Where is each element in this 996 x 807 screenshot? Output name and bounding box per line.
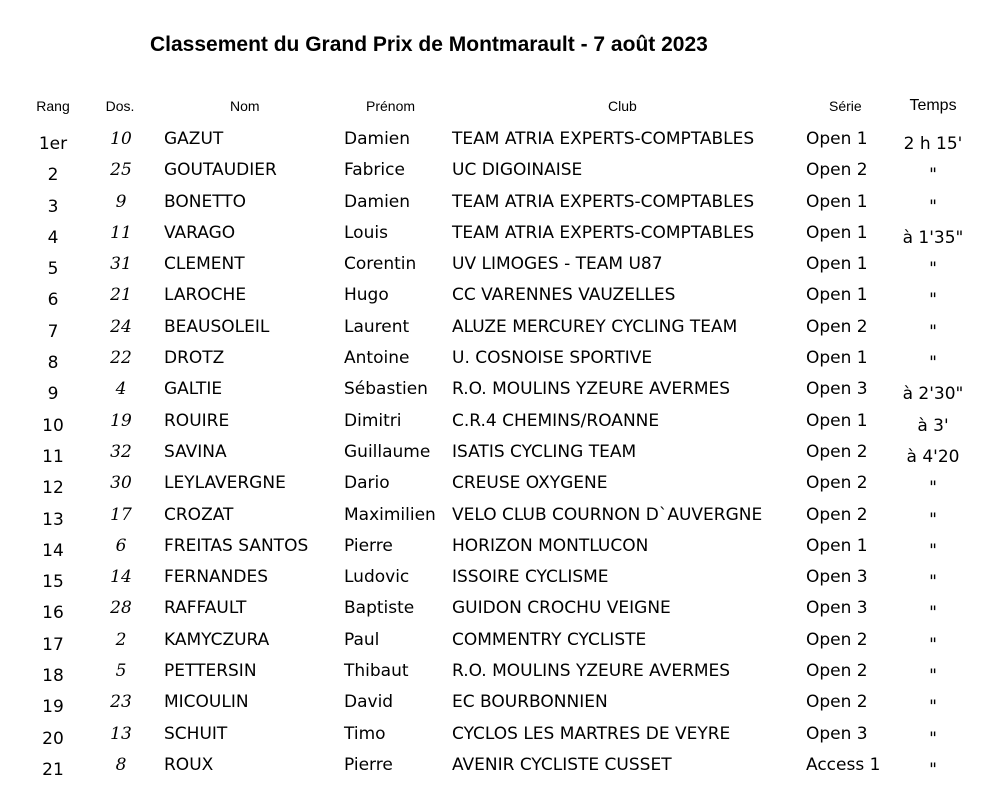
page-title: Classement du Grand Prix de Montmarault - 7 août 2023 bbox=[150, 33, 708, 56]
table-row bbox=[0, 221, 996, 252]
cell-rang: 11 bbox=[42, 446, 64, 467]
cell-serie: Open 1 bbox=[806, 191, 868, 212]
cell-club: CREUSE OXYGENE bbox=[452, 473, 608, 494]
cell-dos: 6 bbox=[115, 535, 127, 556]
cell-club: UC DIGOINAISE bbox=[452, 160, 583, 181]
table-row bbox=[0, 409, 996, 440]
cell-temps: " bbox=[929, 290, 937, 311]
cell-prenom: Baptiste bbox=[344, 598, 415, 619]
cell-rang: 18 bbox=[42, 666, 64, 687]
cell-rang: 13 bbox=[42, 509, 64, 530]
cell-dos: 23 bbox=[110, 692, 132, 713]
cell-temps: " bbox=[929, 666, 937, 687]
cell-dos: 2 bbox=[115, 629, 127, 650]
cell-prenom: Louis bbox=[344, 222, 388, 243]
cell-rang: 12 bbox=[42, 478, 64, 499]
cell-prenom: Pierre bbox=[344, 535, 393, 556]
cell-prenom: Corentin bbox=[344, 254, 417, 275]
cell-club: EC BOURBONNIEN bbox=[452, 692, 608, 713]
cell-serie: Open 2 bbox=[806, 316, 868, 337]
cell-prenom: David bbox=[344, 692, 394, 713]
cell-prenom: Paul bbox=[344, 629, 380, 650]
cell-dos: 30 bbox=[110, 473, 132, 494]
table-row bbox=[0, 659, 996, 690]
cell-serie: Open 1 bbox=[806, 348, 868, 369]
cell-club: R.O. MOULINS YZEURE AVERMES bbox=[452, 379, 731, 400]
cell-club: GUIDON CROCHU VEIGNE bbox=[452, 598, 671, 619]
cell-nom: LAROCHE bbox=[164, 285, 247, 306]
cell-nom: FREITAS SANTOS bbox=[164, 535, 309, 556]
results-table bbox=[0, 127, 996, 784]
cell-club: VELO CLUB COURNON D`AUVERGNE bbox=[452, 504, 763, 525]
cell-nom: ROUIRE bbox=[164, 410, 230, 431]
cell-temps: " bbox=[929, 603, 937, 624]
cell-rang: 10 bbox=[42, 415, 64, 436]
table-header bbox=[0, 98, 996, 118]
cell-prenom: Dimitri bbox=[344, 410, 402, 431]
cell-club: TEAM ATRIA EXPERTS-COMPTABLES bbox=[452, 222, 755, 243]
cell-temps: " bbox=[929, 759, 937, 780]
cell-rang: 6 bbox=[47, 290, 59, 311]
cell-dos: 25 bbox=[110, 160, 132, 181]
cell-serie: Open 1 bbox=[806, 254, 868, 275]
cell-dos: 9 bbox=[115, 191, 127, 212]
cell-rang: 8 bbox=[47, 353, 59, 374]
cell-serie: Open 3 bbox=[806, 723, 868, 744]
cell-club: TEAM ATRIA EXPERTS-COMPTABLES bbox=[452, 129, 755, 149]
table-row bbox=[0, 596, 996, 627]
table-row bbox=[0, 315, 996, 346]
header-serie: Série bbox=[829, 98, 862, 114]
cell-rang: 16 bbox=[42, 603, 64, 624]
cell-dos: 22 bbox=[110, 348, 132, 369]
cell-club: R.O. MOULINS YZEURE AVERMES bbox=[452, 661, 731, 682]
cell-dos: 19 bbox=[110, 410, 132, 431]
table-row bbox=[0, 440, 996, 471]
header-temps: Temps bbox=[909, 97, 957, 114]
cell-rang: 17 bbox=[42, 634, 64, 655]
header-nom: Nom bbox=[230, 98, 260, 114]
cell-temps: " bbox=[929, 353, 937, 374]
cell-rang: 7 bbox=[47, 321, 59, 342]
cell-rang: 20 bbox=[42, 728, 64, 749]
cell-nom: BONETTO bbox=[164, 191, 247, 212]
header-club: Club bbox=[608, 98, 637, 114]
table-row bbox=[0, 722, 996, 753]
cell-nom: BEAUSOLEIL bbox=[164, 316, 270, 337]
cell-nom: GALTIE bbox=[164, 379, 223, 400]
cell-nom: PETTERSIN bbox=[164, 661, 257, 682]
cell-prenom: Pierre bbox=[344, 754, 393, 775]
cell-temps: " bbox=[929, 165, 937, 186]
cell-rang: 4 bbox=[47, 227, 59, 248]
header-prenom: Prénom bbox=[366, 98, 416, 114]
cell-club: ISATIS CYCLING TEAM bbox=[452, 441, 637, 462]
cell-prenom: Sébastien bbox=[344, 379, 428, 400]
cell-rang: 5 bbox=[47, 259, 59, 280]
cell-temps: à 3' bbox=[917, 415, 949, 436]
cell-dos: 8 bbox=[115, 754, 127, 775]
cell-prenom: Dario bbox=[344, 473, 390, 494]
cell-temps: " bbox=[929, 196, 937, 217]
cell-nom: MICOULIN bbox=[164, 692, 249, 713]
cell-rang: 1er bbox=[38, 134, 68, 154]
table-row bbox=[0, 190, 996, 221]
cell-prenom: Ludovic bbox=[344, 567, 410, 588]
cell-serie: Open 2 bbox=[806, 661, 868, 682]
cell-dos: 32 bbox=[110, 441, 132, 462]
cell-serie: Open 3 bbox=[806, 379, 868, 400]
cell-temps: " bbox=[929, 321, 937, 342]
cell-serie: Open 1 bbox=[806, 285, 868, 306]
header-rang: Rang bbox=[36, 98, 70, 114]
cell-club: CYCLOS LES MARTRES DE VEYRE bbox=[452, 723, 731, 744]
cell-rang: 21 bbox=[42, 759, 64, 780]
cell-nom: CROZAT bbox=[164, 504, 234, 525]
cell-nom: ROUX bbox=[164, 754, 214, 775]
table-row bbox=[0, 503, 996, 534]
cell-serie: Open 2 bbox=[806, 160, 868, 181]
cell-prenom: Laurent bbox=[344, 316, 410, 337]
cell-rang: 19 bbox=[42, 697, 64, 718]
cell-temps: à 4'20 bbox=[906, 446, 960, 467]
table-row bbox=[0, 534, 996, 565]
cell-serie: Open 3 bbox=[806, 598, 868, 619]
table-row bbox=[0, 471, 996, 502]
cell-prenom: Thibaut bbox=[344, 661, 409, 682]
cell-prenom: Antoine bbox=[344, 348, 410, 369]
cell-nom: FERNANDES bbox=[164, 567, 269, 588]
cell-nom: GAZUT bbox=[164, 129, 224, 149]
cell-nom: VARAGO bbox=[164, 222, 236, 243]
table-row bbox=[0, 377, 996, 408]
cell-club: U. COSNOISE SPORTIVE bbox=[452, 348, 653, 369]
cell-rang: 3 bbox=[47, 196, 59, 217]
table-row bbox=[0, 252, 996, 283]
table-row bbox=[0, 283, 996, 314]
cell-temps: " bbox=[929, 697, 937, 718]
cell-dos: 13 bbox=[110, 723, 132, 744]
cell-rang: 15 bbox=[42, 572, 64, 593]
cell-rang: 9 bbox=[47, 384, 59, 405]
cell-club: AVENIR CYCLISTE CUSSET bbox=[452, 754, 672, 775]
header-dos: Dos. bbox=[105, 98, 135, 114]
cell-temps: " bbox=[929, 728, 937, 749]
cell-temps: " bbox=[929, 540, 937, 561]
cell-dos: 14 bbox=[110, 567, 132, 588]
cell-serie: Open 2 bbox=[806, 692, 868, 713]
cell-prenom: Hugo bbox=[344, 285, 389, 306]
cell-nom: KAMYCZURA bbox=[164, 629, 270, 650]
cell-temps: 2 h 15' bbox=[903, 134, 963, 154]
cell-temps: à 1'35" bbox=[902, 227, 964, 248]
cell-rang: 2 bbox=[47, 165, 59, 186]
table-row bbox=[0, 628, 996, 659]
cell-nom: SCHUIT bbox=[164, 723, 228, 744]
cell-serie: Open 2 bbox=[806, 504, 868, 525]
cell-nom: GOUTAUDIER bbox=[164, 160, 277, 181]
cell-dos: 11 bbox=[110, 222, 132, 243]
cell-nom: CLEMENT bbox=[164, 254, 245, 275]
cell-nom: LEYLAVERGNE bbox=[164, 473, 286, 494]
cell-serie: Open 2 bbox=[806, 629, 868, 650]
cell-dos: 4 bbox=[115, 379, 127, 400]
cell-dos: 31 bbox=[110, 254, 132, 275]
cell-temps: " bbox=[929, 634, 937, 655]
cell-prenom: Damien bbox=[344, 129, 411, 149]
cell-dos: 5 bbox=[115, 661, 127, 682]
cell-temps: " bbox=[929, 509, 937, 530]
cell-dos: 17 bbox=[110, 504, 132, 525]
cell-club: UV LIMOGES - TEAM U87 bbox=[452, 254, 663, 275]
cell-dos: 10 bbox=[110, 129, 132, 149]
cell-serie: Open 2 bbox=[806, 473, 868, 494]
cell-serie: Open 1 bbox=[806, 129, 868, 149]
cell-prenom: Damien bbox=[344, 191, 411, 212]
cell-serie: Access 1 bbox=[806, 754, 881, 775]
cell-club: CC VARENNES VAUZELLES bbox=[452, 285, 676, 306]
cell-nom: SAVINA bbox=[164, 441, 227, 462]
cell-club: ISSOIRE CYCLISME bbox=[452, 567, 609, 588]
cell-serie: Open 1 bbox=[806, 410, 868, 431]
cell-temps: " bbox=[929, 478, 937, 499]
table-row bbox=[0, 753, 996, 784]
cell-club: ALUZE MERCUREY CYCLING TEAM bbox=[452, 316, 738, 337]
table-row bbox=[0, 565, 996, 596]
cell-club: COMMENTRY CYCLISTE bbox=[452, 629, 647, 650]
cell-temps: " bbox=[929, 572, 937, 593]
cell-dos: 24 bbox=[110, 316, 132, 337]
cell-temps: " bbox=[929, 259, 937, 280]
cell-prenom: Fabrice bbox=[344, 160, 405, 181]
cell-dos: 28 bbox=[110, 598, 132, 619]
cell-serie: Open 1 bbox=[806, 535, 868, 556]
cell-club: C.R.4 CHEMINS/ROANNE bbox=[452, 410, 660, 431]
table-row bbox=[0, 690, 996, 721]
cell-dos: 21 bbox=[110, 285, 132, 306]
cell-serie: Open 3 bbox=[806, 567, 868, 588]
cell-rang: 14 bbox=[42, 540, 64, 561]
cell-prenom: Timo bbox=[344, 723, 386, 744]
cell-nom: RAFFAULT bbox=[164, 598, 247, 619]
cell-prenom: Maximilien bbox=[344, 504, 436, 525]
cell-prenom: Guillaume bbox=[344, 441, 431, 462]
table-row bbox=[0, 127, 996, 158]
cell-temps: à 2'30" bbox=[902, 384, 964, 405]
cell-nom: DROTZ bbox=[164, 348, 225, 369]
cell-serie: Open 2 bbox=[806, 441, 868, 462]
table-row bbox=[0, 346, 996, 377]
cell-serie: Open 1 bbox=[806, 222, 868, 243]
cell-club: TEAM ATRIA EXPERTS-COMPTABLES bbox=[452, 191, 755, 212]
cell-club: HORIZON MONTLUCON bbox=[452, 535, 649, 556]
table-row bbox=[0, 158, 996, 189]
